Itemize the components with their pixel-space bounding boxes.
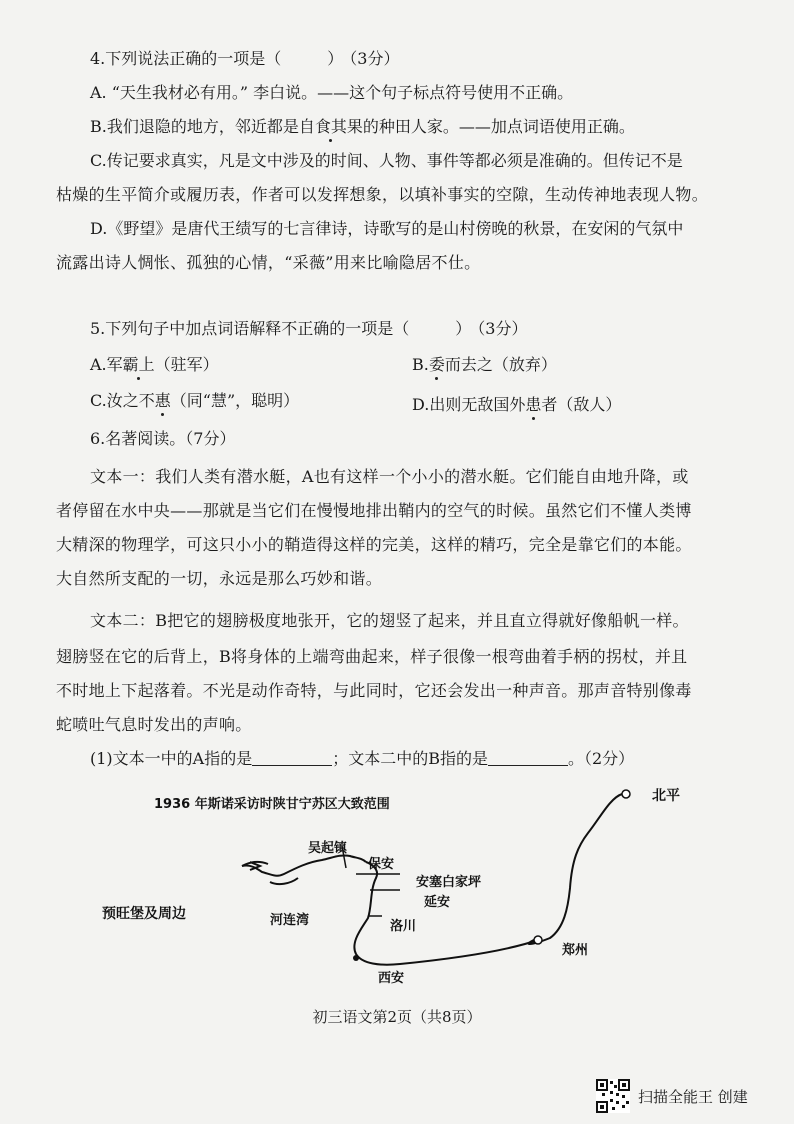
label-yuwangbao: 预旺堡及周边 [102,906,186,922]
label-zhengzhou: 郑州 [562,943,589,958]
beiping-marker [622,790,630,798]
label-baoan: 保安 [368,857,395,872]
q6-text2-line1: 文本二：B把它的翅膀极度地张开，它的翅竖了起来，并且直立得就好像船帆一样。 [90,611,689,630]
scanner-label: 扫描全能王 创建 [638,1087,748,1106]
q4-option-c-line1: C.传记要求真实，凡是文中涉及的时间、人物、事件等都必须是准确的。但传记不是 [90,151,683,170]
label-luochuan: 洛川 [390,919,417,934]
q6-title: 6.名著阅读。（7分） [90,429,236,448]
q6-text1-line2: 者停留在水中央——那就是当它们在慢慢地排出鞘内的空气的时候。虽然它们不懂人类博 [56,501,692,520]
label-yanan: 延安 [424,895,451,910]
q5-stem: 5.下列句子中加点词语解释不正确的一项是（ ） （3分） [90,319,528,338]
q6-text1-line1: 文本一：我们人类有潜水艇，A也有这样一个小小的潜水艇。它们能自由地升降，或 [90,467,689,486]
label-beiping: 北平 [652,788,680,804]
map-title: 1936 年斯诺采访时陕甘宁苏区大致范围 [154,797,390,812]
q6-text2-line3: 不时地上下起落着。不光是动作奇特，与此同时，它还会发出一种声音。那声音特别像毒 [56,681,692,700]
q5-option-a: A.军霸上（驻军） [90,355,219,374]
q6-text2-line4: 蛇喷吐气息时发出的声响。 [56,715,252,734]
route-line-beiping-zhengzhou [529,794,622,944]
scanner-watermark [596,1078,748,1114]
q5-option-d: D.出则无敌国外患者（敌人） [412,395,622,414]
page-footer: 初三语文第2页（共8页） [312,1008,482,1026]
q4-option-b: B.我们退隐的地方，邻近都是自食其果的种田人家。——加点词语使用正确。 [90,117,635,136]
q4-dotted-word: 自食其果 [298,117,363,136]
q4-option-c-line2: 枯燥的生平简介或履历表，作者可以发挥想象，以填补事实的空隙，生动传神地表现人物。 [56,185,709,204]
q6-sub1: (1)文本一中的A指的是 ；文本二中的B指的是 。（2分） [90,749,635,768]
q5-option-c: C.汝之不惠（同“慧”，聪明） [90,391,300,410]
route-map [100,778,740,992]
label-xian: 西安 [378,971,405,986]
answer-blank-b[interactable] [488,749,568,766]
zhengzhou-marker [534,936,542,944]
answer-blank-a[interactable] [252,749,332,766]
xian-marker [353,955,359,961]
q4-option-a: A. “天生我材必有用。” 李白说。——这个句子标点符号使用不正确。 [90,83,574,102]
q4-option-d-line2: 流露出诗人惆怅、孤独的心情，“采薇”用来比喻隐居不仕。 [56,253,481,272]
label-helianwan: 河连湾 [270,913,310,928]
qr-code-icon [596,1079,630,1113]
q6-text2-line2: 翅膀竖在它的后背上，B将身体的上端弯曲起来，样子很像一根弯曲着手柄的拐杖，并且 [56,647,688,666]
q6-text1-line4: 大自然所支配的一切，永远是那么巧妙和谐。 [56,569,383,588]
label-ansai: 安塞白家坪 [416,875,482,890]
label-wuqizhen: 吴起镇 [308,841,348,856]
q5-option-b: B.委而去之（放弃） [412,355,557,374]
q6-text1-line3: 大精深的物理学，可这只小小的鞘造得这样的完美，这样的精巧，完全是靠它们的本能。 [56,535,692,554]
q4-stem: 4.下列说法正确的一项是（ ） （3分） [90,49,400,68]
q4-option-d-line1: D.《野望》是唐代王绩写的七言律诗，诗歌写的是山村傍晚的秋景，在安闲的气氛中 [90,219,684,238]
